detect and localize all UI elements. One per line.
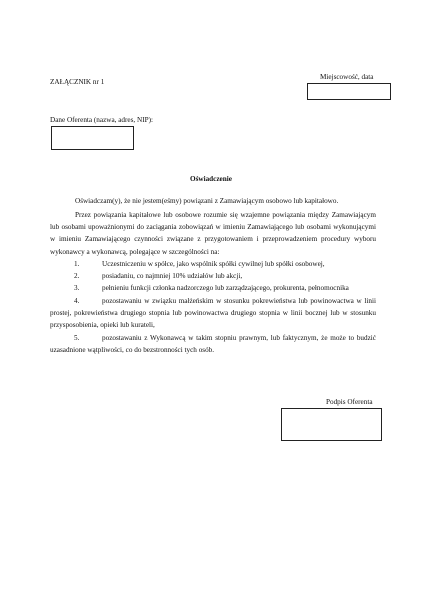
list-item-2: posiadaniu, co najmniej 10% udziałów lub akcji, <box>102 272 243 280</box>
list-number-4: 4. <box>74 297 80 305</box>
paragraph-2: Przez powiązania kapitałowe lub osobowe rozumie się wzajemne powiązania między Zamawiającym lub osobami upoważnionymi do zaciągania zobowiązań w imieniu Zamawiającego lub osobami wykonującymi w imieniu Zamawiającego czynności związane z przygotowaniem i przeprowadzeniem procedury wyboru wykonawcy a wykonawcą, polegające w szczególności na: <box>50 211 376 256</box>
document-title: Oświadczenie <box>190 175 232 183</box>
paragraph-1: Oświadczam(y), że nie jestem(eśmy) powiązani z Zamawiającym osobowo lub kapitałowo. <box>75 197 339 205</box>
list-item-4: pozostawaniu w związku małżeńskim w stosunku pokrewieństwa lub powinowactwa w linii prostej, pokrewieństwa drugiego stopnia lub powinowactwa drugiego stopnia w linii bocznej lub w stosunku przysposobienia, opieki lub kurateli, <box>50 297 376 330</box>
list-item-1: Uczestniczeniu w spółce, jako wspólnik spółki cywilnej lub spółki osobowej, <box>102 260 325 268</box>
signature-box[interactable] <box>281 408 382 441</box>
list-item-3: pełnieniu funkcji członka nadzorczego lub zarządzającego, prokurenta, pełnomocnika <box>102 284 349 292</box>
list-number-1: 1. <box>74 260 80 268</box>
bidder-data-label: Dane Oferenta (nazwa, adres, NIP): <box>50 116 153 124</box>
place-date-label: Miejscowość, data <box>320 73 374 81</box>
list-number-2: 2. <box>74 272 80 280</box>
list-item-5: pozostawaniu z Wykonawcą w takim stopniu prawnym, lub faktycznym, że może to budzić uzasadnione wątpliwości, co do bezstronności tych osób. <box>50 334 376 355</box>
bidder-data-box[interactable] <box>51 126 134 150</box>
signature-label: Podpis Oferenta <box>326 398 373 406</box>
list-number-5: 5. <box>74 334 80 342</box>
place-date-box[interactable] <box>307 83 391 100</box>
list-number-3: 3. <box>74 284 80 292</box>
attachment-label: ZAŁĄCZNIK nr 1 <box>50 78 105 86</box>
